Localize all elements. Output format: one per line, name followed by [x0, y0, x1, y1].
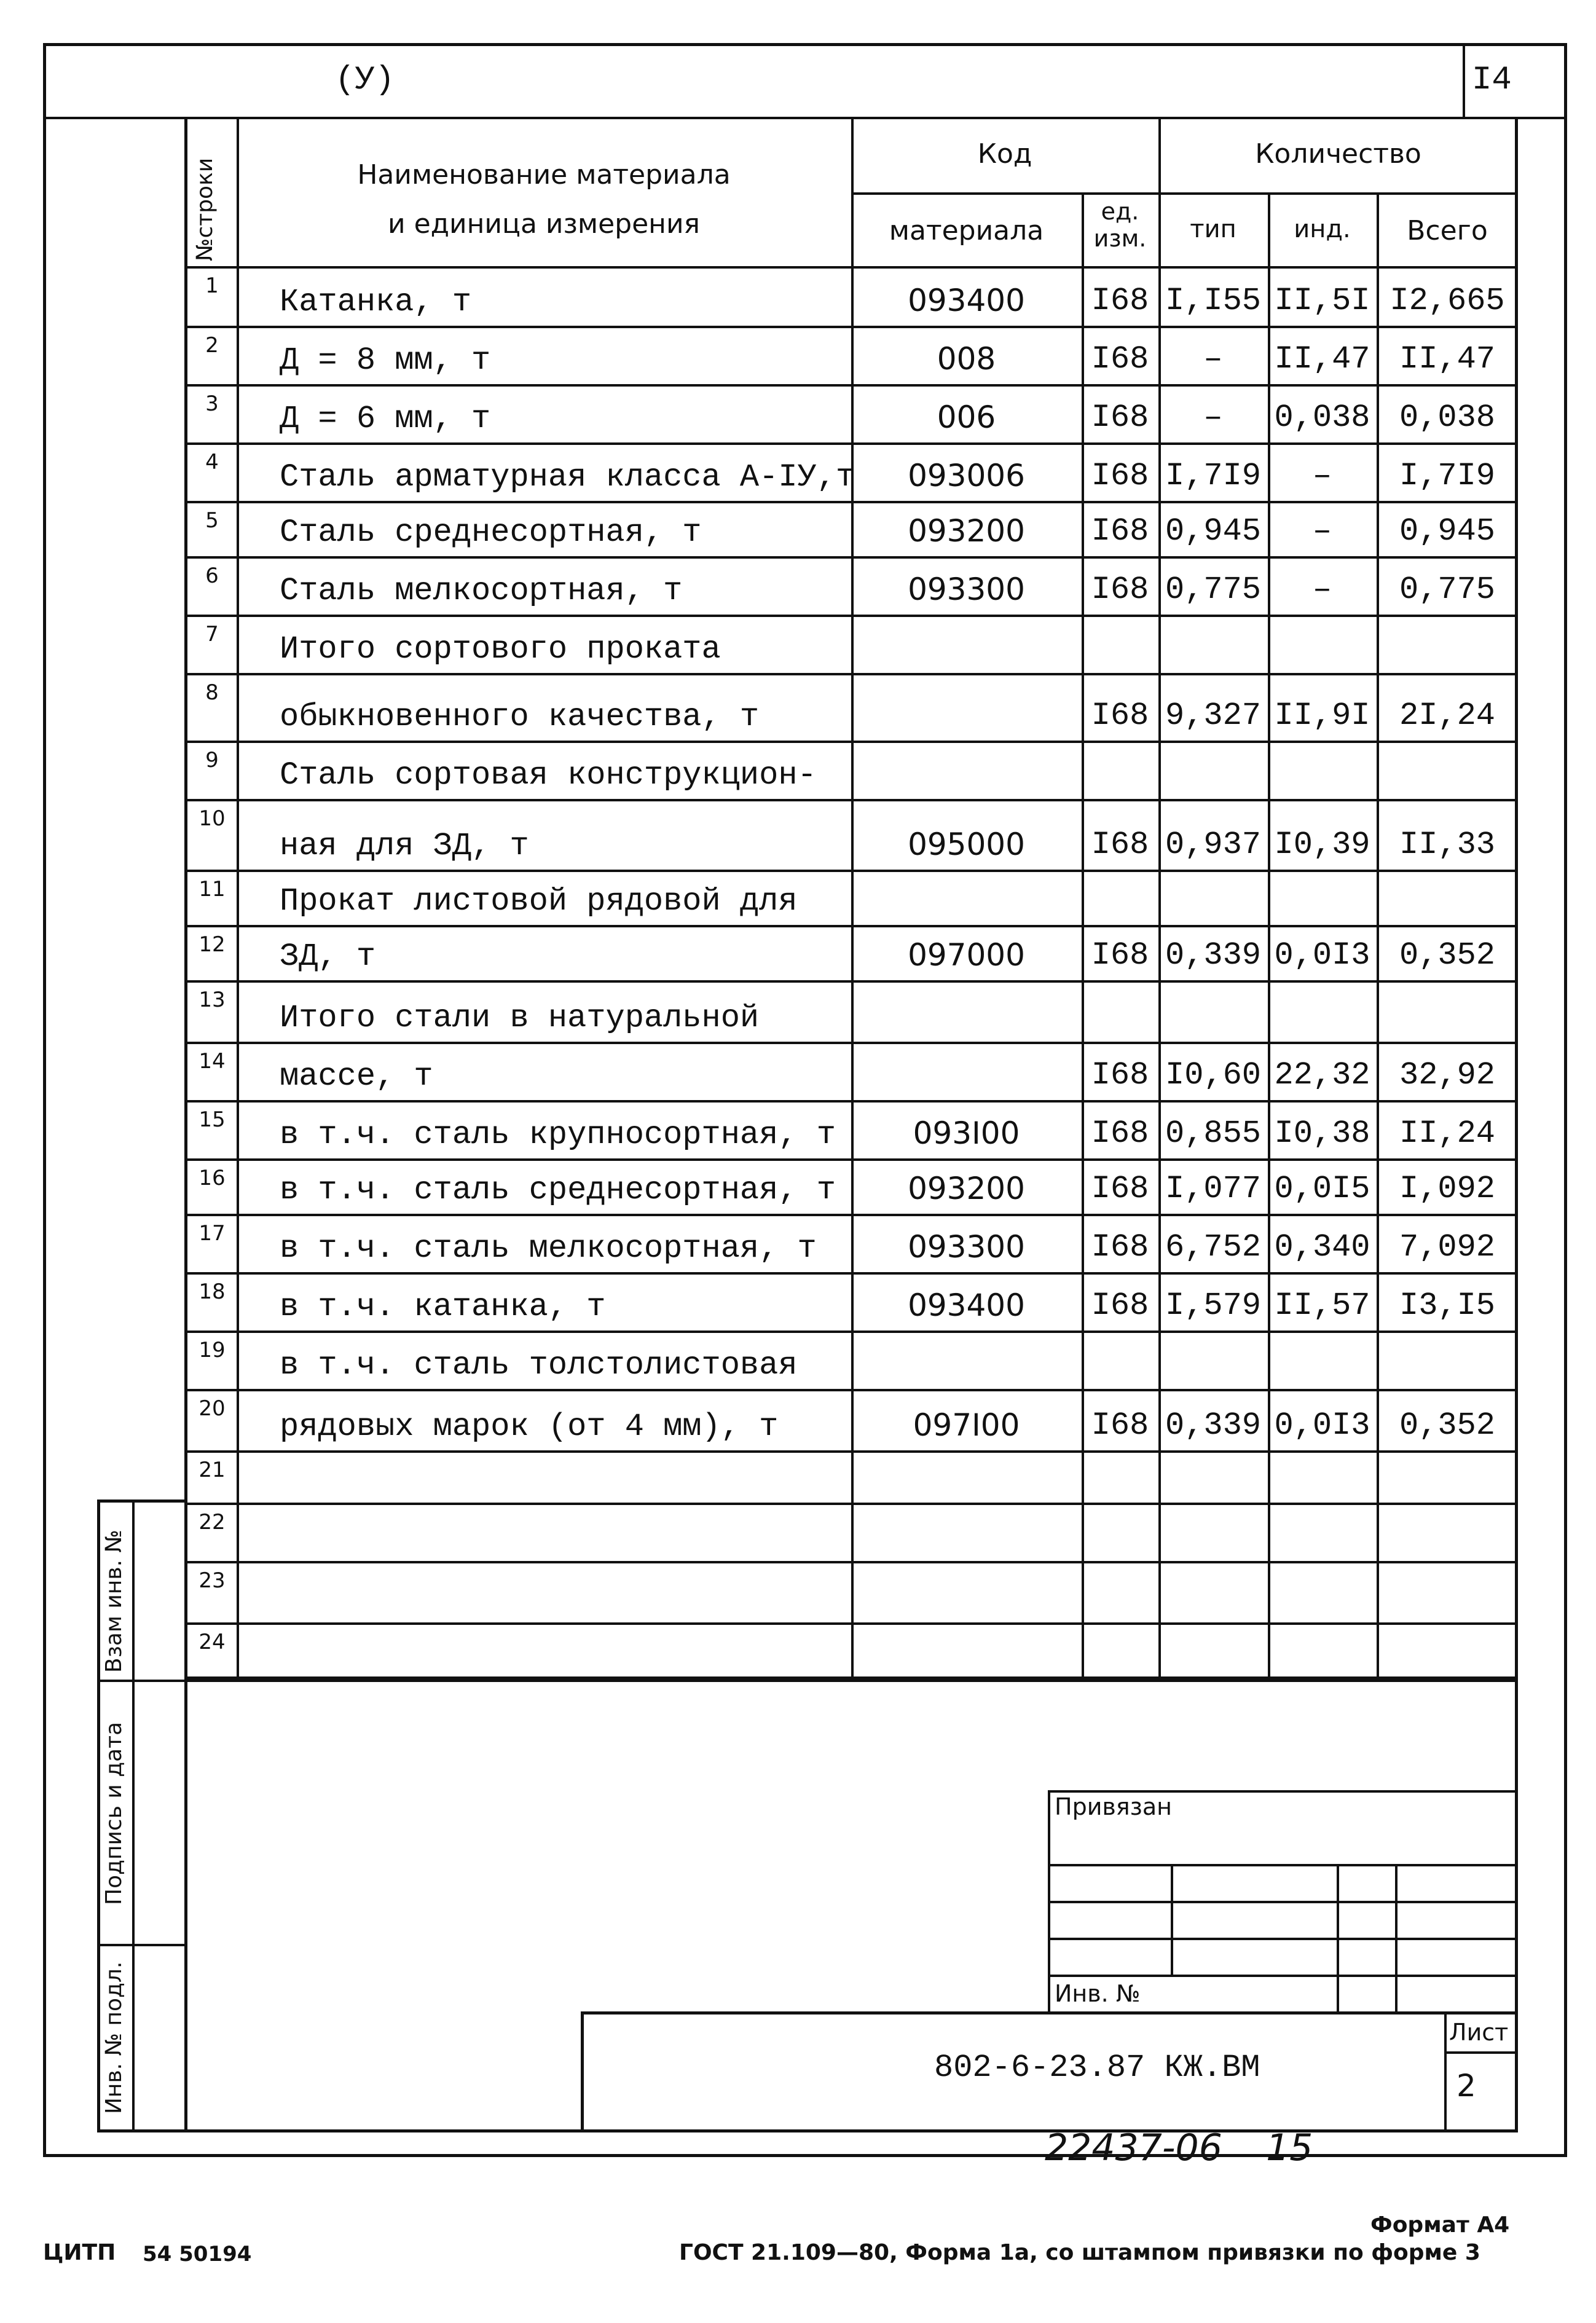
row-total: I2,665: [1390, 283, 1505, 319]
row-number: 4: [205, 450, 219, 474]
row-code: 097000: [908, 937, 1025, 973]
row-number: 3: [205, 391, 219, 416]
row-ind: II,5I: [1274, 283, 1370, 319]
row-name: ная для ЗД, т: [280, 828, 529, 864]
document-code: 802-6-23.87 КЖ.ВМ: [934, 2050, 1260, 2086]
sheet-corner-number: I4: [1472, 61, 1512, 99]
row-name: Сталь среднесортная, т: [280, 514, 702, 551]
list-label: Лист: [1449, 2019, 1509, 2046]
row-name: Прокат листовой рядовой для: [280, 883, 798, 919]
row-line: [184, 1503, 1518, 1505]
row-name: Катанка, т: [280, 284, 472, 320]
row-name: массе, т: [280, 1058, 433, 1095]
row-unit: I68: [1091, 1287, 1149, 1324]
binding-inv-no: Инв. №: [1055, 1980, 1141, 2007]
row-ind: –: [1312, 513, 1332, 549]
row-line: [184, 1389, 1518, 1391]
row-unit: I68: [1091, 1171, 1149, 1207]
row-typ: I,077: [1165, 1171, 1262, 1207]
row-line: [184, 615, 1518, 617]
row-number: 13: [199, 988, 226, 1012]
footer-gost: ГОСТ 21.109—80, Форма 1а, со штампом привязки по форме 3: [679, 2240, 1480, 2265]
header-mark: (У): [335, 61, 395, 99]
row-line: [184, 1214, 1518, 1216]
row-typ: 6,752: [1165, 1229, 1262, 1265]
row-line: [184, 384, 1518, 387]
side-stamp-divider: [132, 1500, 135, 2132]
binding-line-1: [1048, 1864, 1518, 1866]
row-line: [184, 799, 1518, 801]
row-number: 18: [199, 1279, 226, 1304]
row-line: [184, 1042, 1518, 1044]
row-typ: –: [1203, 341, 1223, 377]
header-subline: [851, 192, 1518, 195]
header-name: [246, 151, 842, 249]
row-total: 0,775: [1399, 572, 1496, 608]
header-bottom: [184, 266, 1518, 269]
row-line: [184, 741, 1518, 743]
row-number: 6: [205, 564, 219, 588]
row-ind: 0,340: [1274, 1229, 1370, 1265]
row-line: [184, 980, 1518, 983]
row-unit: I68: [1091, 1407, 1149, 1444]
row-number: 2: [205, 333, 219, 358]
row-code: 093006: [908, 458, 1025, 493]
row-total: I3,I5: [1399, 1287, 1496, 1324]
row-name: Итого сортового проката: [280, 631, 721, 667]
row-total: I,092: [1399, 1171, 1496, 1207]
row-name: рядовых марок (от 4 мм), т: [280, 1409, 779, 1445]
row-line: [184, 673, 1518, 675]
row-name: в т.ч. сталь мелкосортная, т: [280, 1230, 817, 1267]
row-number: 8: [205, 680, 219, 705]
row-code: 093400: [908, 1287, 1025, 1323]
row-code: 093200: [908, 1171, 1025, 1206]
row-number: 9: [205, 748, 219, 772]
side-stamp-vzam: Взам инв. №: [101, 1530, 127, 1673]
row-total: 0,352: [1399, 937, 1496, 973]
row-ind: 0,0I3: [1274, 1407, 1370, 1444]
row-code: 093200: [908, 513, 1025, 549]
row-line: [184, 326, 1518, 328]
header-code-group: Код: [977, 138, 1032, 170]
header-total: Всего: [1407, 215, 1488, 246]
row-total: 32,92: [1399, 1057, 1496, 1093]
title-list-divider: [1444, 2011, 1447, 2132]
row-line: [184, 501, 1518, 503]
row-ind: I0,39: [1274, 827, 1370, 863]
row-total: 2I,24: [1399, 698, 1496, 734]
binding-col-3: [1395, 1864, 1397, 2011]
row-name: в т.ч. сталь крупносортная, т: [280, 1117, 836, 1153]
row-name: Итого стали в натуральной: [280, 1000, 760, 1036]
row-typ: 0,339: [1165, 1407, 1262, 1444]
row-name: в т.ч. сталь среднесортная, т: [280, 1172, 836, 1208]
row-name: Сталь мелкосортная, т: [280, 573, 683, 609]
row-name: в т.ч. катанка, т: [280, 1289, 606, 1325]
row-line: [184, 870, 1518, 872]
row-line: [184, 1561, 1518, 1563]
side-stamp-podpis: Подпись и дата: [101, 1721, 127, 1905]
row-unit: I68: [1091, 1229, 1149, 1265]
footer-org: ЦИТП: [43, 2240, 116, 2265]
row-typ: 0,775: [1165, 572, 1262, 608]
footer-order: 54 50194: [143, 2242, 252, 2266]
row-number: 17: [199, 1221, 226, 1246]
row-unit: I68: [1091, 937, 1149, 973]
side-stamp-inv-podl: Инв. № подл.: [101, 1961, 127, 2114]
header-name-text: Наименование материала и единица измерения: [357, 159, 731, 240]
row-typ: I,7I9: [1165, 458, 1262, 494]
side-stamp-line-2: [97, 1944, 184, 1946]
row-line: [184, 925, 1518, 927]
row-typ: I,579: [1165, 1287, 1262, 1324]
handwritten-page: 15: [1266, 2126, 1313, 2169]
row-line: [184, 1622, 1518, 1625]
binding-privyazan: Привязан: [1055, 1793, 1172, 1820]
row-number: 10: [199, 806, 226, 831]
row-total: 7,092: [1399, 1229, 1496, 1265]
row-number: 5: [205, 508, 219, 533]
footer-format: Формат А4: [1370, 2212, 1510, 2238]
row-name: Д = 8 мм, т: [280, 342, 491, 379]
row-typ: 0,339: [1165, 937, 1262, 973]
row-number: 11: [199, 877, 226, 902]
row-total: 0,945: [1399, 513, 1496, 549]
handwritten-number: 22437-06: [1045, 2126, 1222, 2169]
binding-line-2: [1048, 1901, 1518, 1903]
row-number: 1: [205, 273, 219, 298]
row-number: 15: [199, 1107, 226, 1132]
row-ind: I0,38: [1274, 1115, 1370, 1152]
row-line: [184, 1100, 1518, 1103]
row-total: 0,352: [1399, 1407, 1496, 1444]
row-ind: 0,0I3: [1274, 937, 1370, 973]
row-total: II,33: [1399, 827, 1496, 863]
row-number: 19: [199, 1338, 226, 1362]
row-code: 095000: [908, 827, 1025, 862]
row-typ: –: [1203, 399, 1223, 436]
row-ind: 0,0I5: [1274, 1171, 1370, 1207]
row-number: 14: [199, 1049, 226, 1074]
list-number: 2: [1456, 2068, 1476, 2104]
row-typ: 0,937: [1165, 827, 1262, 863]
row-unit: I68: [1091, 698, 1149, 734]
row-unit: I68: [1091, 341, 1149, 377]
header-material: материала: [889, 215, 1044, 246]
row-unit: I68: [1091, 458, 1149, 494]
row-line: [184, 1158, 1518, 1161]
row-name: обыкновенного качества, т: [280, 699, 760, 735]
row-total: I,7I9: [1399, 458, 1496, 494]
row-ind: II,47: [1274, 341, 1370, 377]
row-number: 20: [199, 1396, 226, 1421]
row-code: 093400: [908, 283, 1025, 318]
corner-divider: [1463, 43, 1465, 117]
row-unit: I68: [1091, 1115, 1149, 1152]
row-ind: 22,32: [1274, 1057, 1370, 1093]
header-ind: инд.: [1294, 215, 1351, 243]
header-typ: тип: [1190, 215, 1236, 243]
row-unit: I68: [1091, 572, 1149, 608]
row-total: II,24: [1399, 1115, 1496, 1152]
row-total: 0,038: [1399, 399, 1496, 436]
row-unit: I68: [1091, 513, 1149, 549]
row-number: 7: [205, 622, 219, 647]
row-line: [184, 556, 1518, 559]
row-number: 24: [199, 1630, 226, 1654]
row-typ: I0,60: [1165, 1057, 1262, 1093]
row-number: 22: [199, 1510, 226, 1535]
row-typ: I,I55: [1165, 283, 1262, 319]
row-name: Сталь сортовая конструкцион-: [280, 757, 817, 793]
row-number: 12: [199, 932, 226, 957]
row-name: ЗД, т: [280, 938, 376, 975]
header-unit: ед. изм.: [1093, 198, 1147, 252]
row-typ: 9,327: [1165, 698, 1262, 734]
row-number: 23: [199, 1568, 226, 1593]
row-unit: I68: [1091, 399, 1149, 436]
binding-line-4: [1048, 1975, 1518, 1977]
title-list-line: [1444, 2051, 1518, 2054]
row-number: 16: [199, 1166, 226, 1190]
row-name: Д = 6 мм, т: [280, 401, 491, 437]
row-code: 093300: [908, 572, 1025, 607]
row-line: [184, 1331, 1518, 1333]
row-code: 093300: [908, 1229, 1025, 1265]
row-ind: II,9I: [1274, 698, 1370, 734]
row-unit: I68: [1091, 827, 1149, 863]
row-total: II,47: [1399, 341, 1496, 377]
side-stamp-line-1: [97, 1680, 184, 1682]
row-ind: 0,038: [1274, 399, 1370, 436]
row-typ: 0,855: [1165, 1115, 1262, 1152]
row-unit: I68: [1091, 283, 1149, 319]
row-name: в т.ч. сталь толстолистовая: [280, 1347, 798, 1383]
row-code: 093I00: [913, 1115, 1020, 1151]
binding-line-3: [1048, 1938, 1518, 1940]
header-rownum: №строки: [192, 157, 218, 261]
row-ind: –: [1312, 458, 1332, 494]
row-line: [184, 1450, 1518, 1453]
row-unit: I68: [1091, 1057, 1149, 1093]
row-ind: II,57: [1274, 1287, 1370, 1324]
row-code: 006: [937, 399, 996, 435]
row-line: [184, 1272, 1518, 1275]
row-ind: –: [1312, 572, 1332, 608]
row-typ: 0,945: [1165, 513, 1262, 549]
row-code: 008: [937, 341, 996, 377]
binding-col-2: [1337, 1864, 1339, 2011]
col-line-rownum: [237, 119, 239, 1680]
row-number: 21: [199, 1458, 226, 1482]
row-code: 097I00: [913, 1407, 1020, 1443]
header-qty-group: Количество: [1255, 138, 1421, 170]
row-line: [184, 442, 1518, 445]
binding-col-1: [1171, 1864, 1173, 1975]
row-name: Сталь арматурная класса А-IУ,т: [280, 459, 855, 495]
